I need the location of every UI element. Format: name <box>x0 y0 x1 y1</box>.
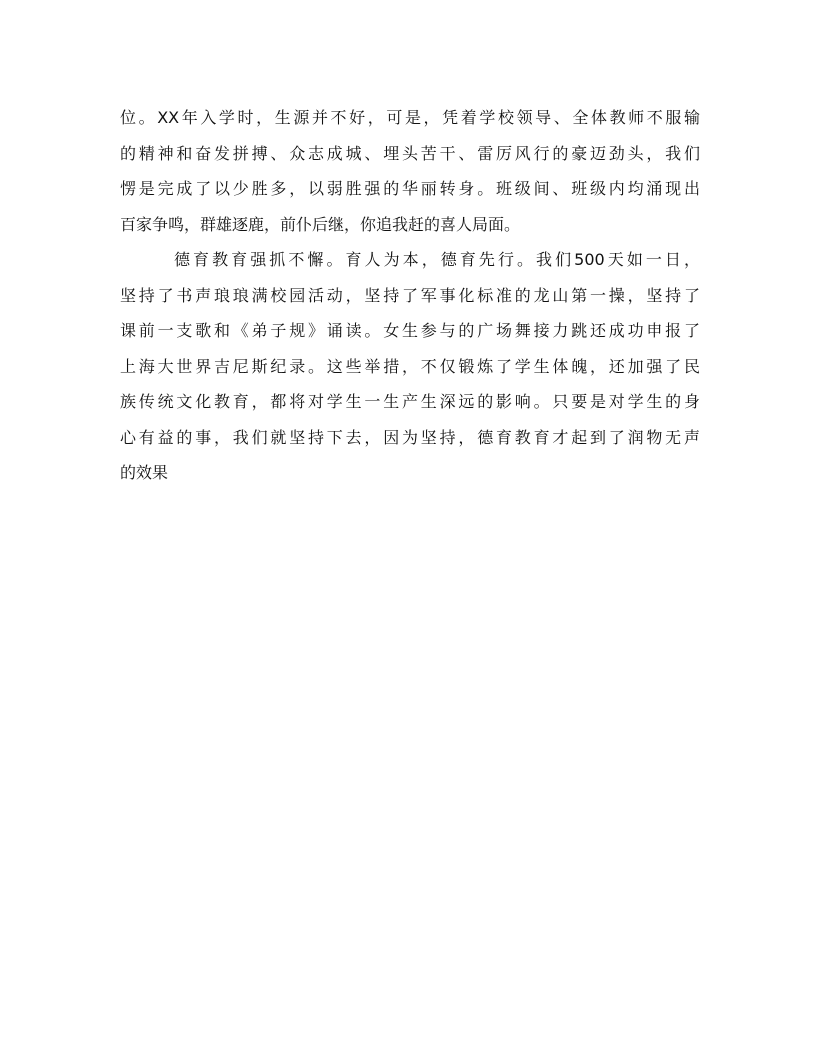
text-line: 课前一支歌和《弟子规》诵读。女生参与的广场舞接力跳还成功申报了 <box>120 321 700 340</box>
text-line: 族传统文化教育，都将对学生一生产生深远的影响。只要是对学生的身 <box>120 392 700 411</box>
text-line: 上海大世界吉尼斯纪录。这些举措，不仅锻炼了学生体魄，还加强了民 <box>120 356 700 376</box>
text-line: 心有益的事，我们就坚持下去，因为坚持，德育教育才起到了润物无声 <box>120 427 700 447</box>
body-text <box>120 100 700 491</box>
paragraph-moral-education <box>120 242 700 491</box>
text-line: 的效果 <box>120 463 169 482</box>
text-line: 坚持了书声琅琅满校园活动，坚持了军事化标准的龙山第一操，坚持了 <box>120 285 700 305</box>
paragraph-school-transformation <box>120 100 700 242</box>
text-line: 德育教育强抓不懈。育人为本，德育先行。我们500天如一日， <box>174 250 700 269</box>
text-line: 位。XX年入学时，生源并不好，可是，凭着学校领导、全体教师不服输 <box>120 108 700 127</box>
text-line: 的精神和奋发拼搏、众志成城、埋头苦干、雷厉风行的豪迈劲头，我们 <box>120 143 700 163</box>
text-line: 愣是完成了以少胜多，以弱胜强的华丽转身。班级间、班级内均涌现出 <box>120 179 700 198</box>
text-line: 百家争鸣，群雄逐鹿，前仆后继，你追我赶的喜人局面。 <box>120 214 521 234</box>
